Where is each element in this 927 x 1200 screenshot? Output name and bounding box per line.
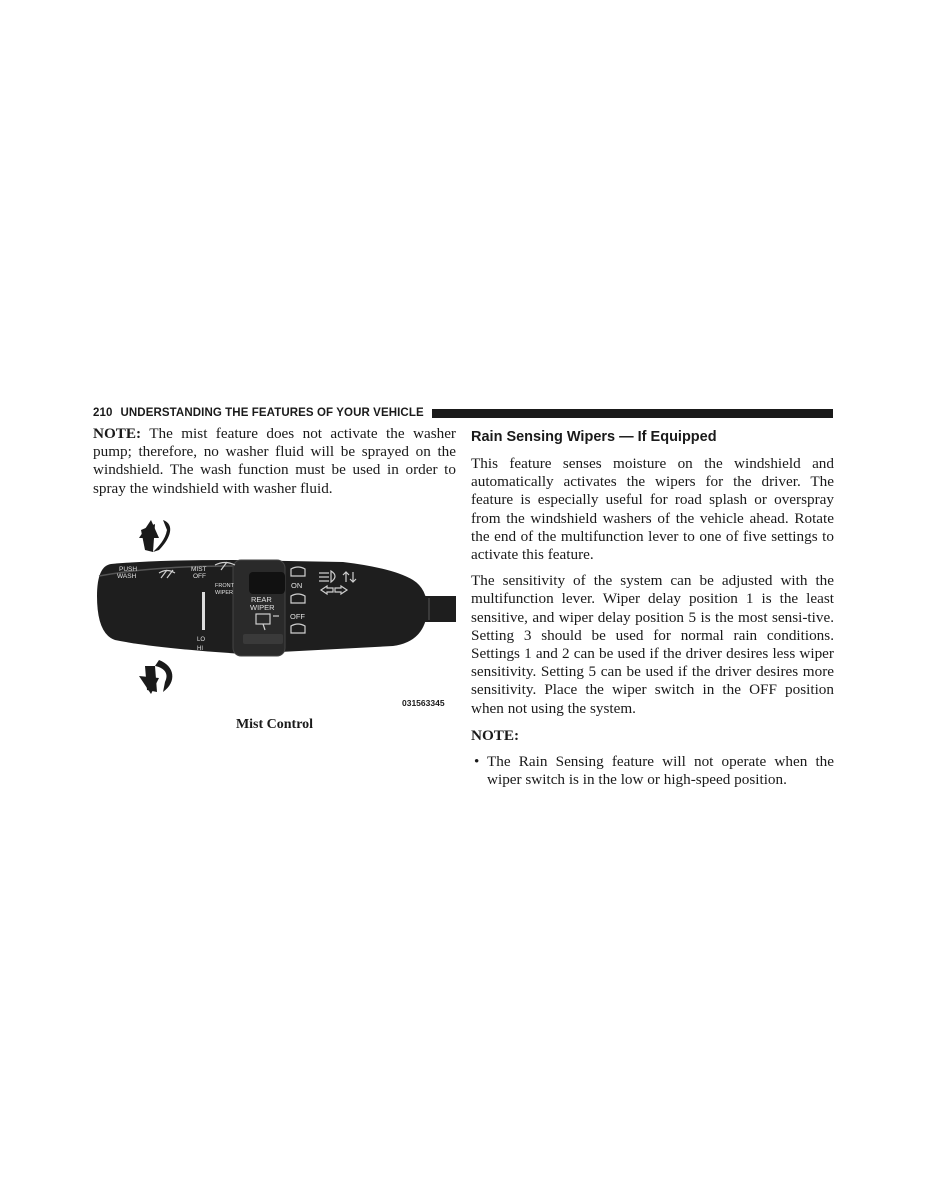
lo-label: LO bbox=[197, 637, 206, 643]
rotate-down-arrow-icon bbox=[139, 660, 172, 694]
figure-caption: Mist Control bbox=[235, 717, 314, 732]
on-label: ON bbox=[291, 581, 303, 590]
header-rule bbox=[432, 409, 833, 418]
note-label: NOTE: bbox=[93, 425, 142, 442]
left-column bbox=[93, 425, 456, 498]
off-label-top: OFF bbox=[193, 573, 206, 580]
figure-code: 031563345 bbox=[402, 698, 445, 708]
push-label: PUSH bbox=[119, 566, 138, 573]
mist-label: MIST bbox=[191, 566, 207, 573]
mist-control-figure bbox=[93, 516, 456, 712]
bullet-icon: • bbox=[474, 753, 480, 771]
wash-label: WASH bbox=[117, 573, 137, 580]
front-wiper-label: WIPER bbox=[215, 590, 234, 596]
page-number: 210 bbox=[93, 407, 113, 419]
rear-wiper-label: WIPER bbox=[250, 603, 275, 612]
rotate-up-arrow-icon bbox=[139, 520, 170, 552]
paragraph-intro: This feature senses moisture on the windshield and automatically activates the wipers for the driver. The feature is especially useful for road splash or overspray from the windshield washers of the vehicle ahead. Rotate the end of the multifunction lever to one of five settings to activate this feature. bbox=[471, 455, 834, 564]
lever-shaft bbox=[425, 596, 456, 622]
bullet-text: The Rain Sensing feature will not operate when the wiper switch is in the low or high-speed position. bbox=[487, 753, 834, 789]
off-label-bottom: OFF bbox=[290, 612, 305, 621]
note-bullet-list bbox=[471, 753, 834, 789]
front-label: FRONT bbox=[215, 583, 234, 589]
mist-note bbox=[93, 425, 456, 498]
multifunction-lever-illustration bbox=[93, 516, 456, 712]
hi-label: HI bbox=[197, 646, 203, 652]
page-header bbox=[93, 405, 833, 421]
note-heading: NOTE: bbox=[471, 726, 520, 744]
list-item bbox=[471, 753, 834, 789]
rear-label: REAR bbox=[251, 595, 272, 604]
right-column bbox=[471, 425, 834, 789]
paragraph-sensitivity: The sensitivity of the system can be adjusted with the multifunction lever. Wiper delay position 1 is the least sensitive, and wiper delay position 5 is the most sensi-tive. Setting 3 should be used for normal rain conditions. Settings 1 and 2 can be used if the driver desires less wiper sensitivity. Setting 5 can be used if the driver desires more sensitivity. Place the wiper switch in the OFF position when not using the system. bbox=[471, 572, 834, 717]
section-title: UNDERSTANDING THE FEATURES OF YOUR VEHICLE bbox=[120, 407, 424, 419]
note-text: The mist feature does not activate the washer pump; therefore, no washer fluid will be sprayed on the windshield. The wash function must be used in order to spray the windshield with washer fluid. bbox=[93, 425, 456, 497]
section-heading: Rain Sensing Wipers — If Equipped bbox=[471, 429, 717, 445]
